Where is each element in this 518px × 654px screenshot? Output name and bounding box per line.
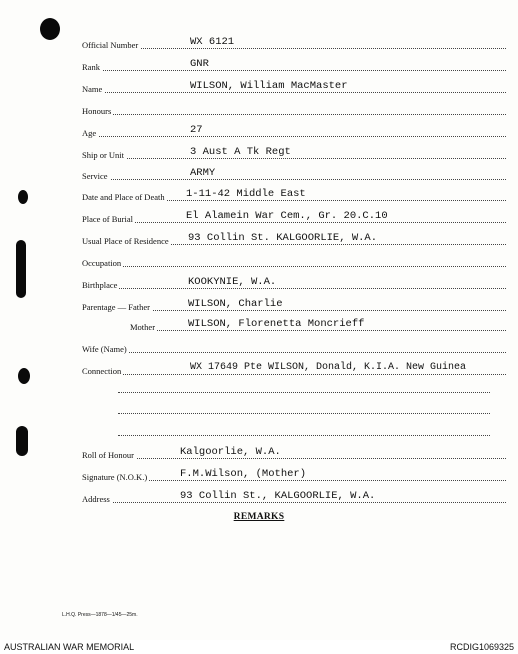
punch-hole-upper [18, 190, 28, 204]
occupation-row [82, 254, 506, 268]
dotted-leader [82, 222, 506, 223]
blank-line [118, 412, 490, 414]
birthplace-label: Birthplace [82, 280, 118, 290]
mother-label: Mother [130, 322, 156, 332]
mother-value: WILSON, Florenetta Moncrieff [188, 318, 365, 330]
signature-nok-label: Signature (N.O.K.) [82, 472, 148, 482]
print-code: L.H.Q. Press—1878—1/45—25m. [62, 612, 138, 618]
date-place-death-value: 1-11-42 Middle East [186, 188, 306, 200]
occupation-label: Occupation [82, 258, 122, 268]
name-row [82, 80, 506, 94]
date-place-death-label: Date and Place of Death [82, 192, 165, 202]
name-label: Name [82, 84, 103, 94]
dotted-leader [82, 48, 506, 49]
dotted-leader [82, 352, 506, 353]
usual-residence-row [82, 232, 506, 246]
place-burial-row [82, 210, 506, 224]
ship-or-unit-value: 3 Aust A Tk Regt [190, 146, 291, 158]
place-burial-label: Place of Burial [82, 214, 133, 224]
dotted-leader [130, 330, 506, 331]
ship-or-unit-row [82, 146, 506, 160]
rank-label: Rank [82, 62, 100, 72]
roll-of-honour-label: Roll of Honour [82, 450, 134, 460]
rank-value: GNR [190, 58, 209, 70]
dotted-leader [82, 114, 506, 115]
age-value: 27 [190, 124, 203, 136]
connection-row [82, 362, 506, 376]
archive-caption-left: AUSTRALIAN WAR MEMORIAL [4, 642, 135, 652]
usual-residence-label: Usual Place of Residence [82, 236, 169, 246]
archive-caption-right: RCDIG1069325 [449, 642, 514, 652]
father-value: WILSON, Charlie [188, 298, 283, 310]
roll-of-honour-value: Kalgoorlie, W.A. [180, 446, 281, 458]
dotted-leader [82, 266, 506, 267]
blank-line [118, 391, 490, 393]
dotted-leader [82, 179, 506, 180]
dotted-leader [82, 374, 506, 375]
connection-label: Connection [82, 366, 122, 376]
blank-line [118, 434, 490, 436]
dotted-leader [82, 502, 506, 503]
dotted-leader [82, 158, 506, 159]
father-label: Parentage — Father [82, 302, 150, 312]
service-row [82, 167, 506, 181]
dotted-leader [82, 458, 506, 459]
service-value: ARMY [190, 167, 216, 179]
honours-row [82, 102, 506, 116]
honours-label: Honours [82, 106, 112, 116]
punch-hole-mid [16, 240, 26, 298]
dotted-leader [82, 92, 506, 93]
age-label: Age [82, 128, 97, 138]
dotted-leader [82, 136, 506, 137]
mother-row [130, 318, 506, 332]
signature-nok-value: F.M.Wilson, (Mother) [180, 468, 307, 480]
father-row [82, 298, 506, 312]
punch-hole-top [40, 18, 60, 40]
wife-row [82, 340, 506, 354]
age-row [82, 124, 506, 138]
wife-label: Wife (Name) [82, 344, 127, 354]
date-place-death-row [82, 188, 506, 202]
birthplace-row [82, 276, 506, 290]
ship-or-unit-label: Ship or Unit [82, 150, 125, 160]
punch-hole-lower [18, 368, 30, 384]
usual-residence-value: 93 Collin St. KALGOORLIE, W.A. [188, 232, 378, 244]
dotted-leader [82, 288, 506, 289]
signature-nok-row [82, 468, 506, 482]
place-burial-value: El Alamein War Cem., Gr. 20.C.10 [186, 210, 388, 222]
official-number-value: WX 6121 [190, 36, 235, 48]
roll-of-honour-row [82, 446, 506, 460]
official-number-row [82, 36, 506, 50]
name-value: WILSON, William MacMaster [190, 80, 348, 92]
birthplace-value: KOOKYNIE, W.A. [188, 276, 277, 288]
address-row [82, 490, 506, 504]
official-number-label: Official Number [82, 40, 139, 50]
connection-value: WX 17649 Pte WILSON, Donald, K.I.A. New Guinea [190, 362, 467, 373]
service-label: Service [82, 171, 108, 181]
rank-row [82, 58, 506, 72]
dotted-leader [82, 70, 506, 71]
address-value: 93 Collin St., KALGOORLIE, W.A. [180, 490, 376, 502]
punch-hole-bottom [16, 426, 28, 456]
remarks-heading: REMARKS [233, 512, 285, 522]
address-label: Address [82, 494, 110, 504]
